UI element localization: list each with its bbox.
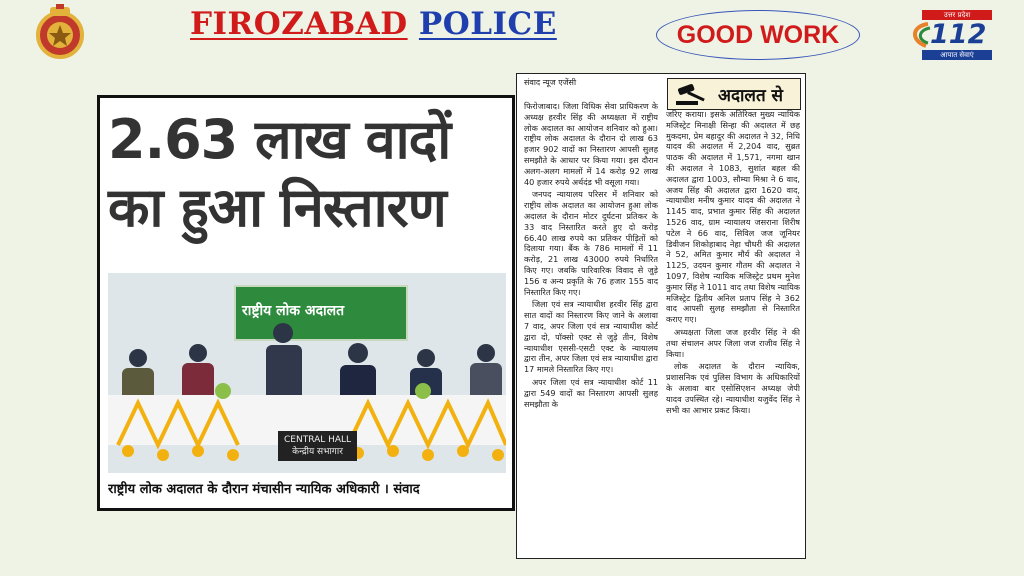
agency-byline: संवाद न्यूज एजेंसी: [524, 78, 577, 87]
central-hall-plaque: [278, 431, 357, 461]
article-paragraph: जिला एवं सत्र न्यायाधीश हरवीर सिंह द्वारा सात वादों का निस्तारण किए जाने के अलावा 7 वाद, अपर जिला एवं सत्र न्यायाधीश कोर्ट द्वारा दो, पॉक्सो एक्ट से जुड़े तीन, विशेष न्यायाधीश एससी-एसटी एक्ट के न्यायालय द्वारा तीन, अपर जिला एवं सत्र न्यायाधीश द्वारा 17 मामले निस्तारित किए गए।: [524, 299, 658, 375]
page-title: [190, 6, 557, 42]
good-work-badge: GOOD WORK: [656, 10, 860, 60]
article-paragraph: अपर जिला एवं सत्र न्यायाधीश कोर्ट 11 द्वारा 549 वादों का निस्तारण आपसी सुलह समझौता के: [524, 376, 658, 409]
clipping-headline: [108, 106, 508, 242]
event-photo: [108, 273, 506, 473]
logo-tagline: आपात सेवाएं: [922, 50, 992, 60]
article-columns: [524, 101, 800, 557]
photo-banner-text: राष्ट्रीय लोक अदालत: [242, 303, 345, 319]
title-word-firozabad: FIROZABAD: [190, 6, 408, 42]
article-paragraph: फिरोजाबाद। जिला विधिक सेवा प्राधिकरण के अध्यक्ष हरवीर सिंह की अध्यक्षता में राष्ट्रीय लोक अदालत का आयोजन शनिवार को हुआ। राष्ट्रीय लोक अदालत के दौरान दो लाख 63 हजार 902 वादों का निस्तारण आपसी सुलह समझौते के आधार पर किया गया। इस दौरान अलग-अलग मामलों में 14 करोड़ 92 लाख 40 हजार रुपये अर्थदंड भी वसूला गया।: [524, 101, 658, 187]
article-paragraph: जरिए कराया। इसके अतिरिक्त मुख्य न्यायिक मजिस्ट्रेट मिनाक्षी सिन्हा की अदालत में छह मुकदमा, प्रेम बहादुर की अदालत ने 32, निधि यादव की अदालत में 2,204 वाद, सुब्रत पाठक की अदालत में 1,571, नगमा खान की अदालत ने 1083, सुशांत बहल की अदालत द्वारा 1003, सौम्या मिश्रा ने 6 वाद, अजय सिंह की अदालत द्वारा 1620 वाद, न्यायाधीश मनीष कुमार यादव की अदालत ने 1145 वाद, प्रभात कुमार सिंह की अदालत 1526 वाद, ग्राम न्यायालय जसराना शिरीष पटेल ने 66 वाद, सिविल जज जूनियर डिवीजन शिकोहाबाद नेहा चौधरी की अदालत ने 52, अमित कुमार मौर्य की अदालत ने 1125, उदयन कुमार गौतम की अदालत ने 1097, विशेष न्यायिक मजिस्ट्रेट प्रथम मुनेश कुमार सिंह ने 1011 वाद तथा विशेष न्यायिक मजिस्ट्रेट द्वितीय अनिल प्रताप सिंह ने 362 वाद आपसी सुलह समझौता से निस्तारित कराए गए।: [666, 109, 800, 325]
headline-line-1: 2.63 लाख वादों: [108, 108, 451, 171]
tricolor-swoosh-icon: [908, 20, 932, 50]
article-paragraph: अध्यक्षता जिला जज हरवीर सिंह ने की तथा संचालन अपर जिला जज राजीव सिंह ने किया।: [666, 326, 800, 359]
article-column-1: [524, 101, 658, 557]
section-badge-text: अदालत से: [718, 86, 784, 106]
newspaper-clipping-article: [516, 73, 806, 559]
article-paragraph: जनपद न्यायालय परिसर में शनिवार को राष्ट्रीय लोक अदालत का आयोजन हुआ लोक अदालत के दौरान मोटर दुर्घटना प्रतिकर के 33 वाद निस्तारित करते हुए दो करोड़ 66.40 लाख रुपये का प्रतिकर पीड़ितों को दिलाया गया। बैंक के 786 मामलों में 11 करोड़, 21 लाख 43000 रुपये निर्धारित किए गए। जबकि पारिवारिक विवाद से जुड़े 156 व अन्य प्रकृति के 76 हजार 155 वाद निस्तारित किए गए।: [524, 189, 658, 297]
plaque-line-2: केन्द्रीय सभागार: [292, 447, 343, 457]
logo-state-label: उत्तर प्रदेश: [922, 10, 992, 20]
logo-number: 112: [930, 19, 987, 50]
headline-line-2: का हुआ निस्तारण: [108, 176, 446, 239]
article-column-2: [666, 101, 800, 557]
newspaper-clipping-headline: [97, 95, 515, 511]
plaque-line-1: CENTRAL HALL: [284, 435, 352, 445]
article-paragraph: लोक अदालत के दौरान न्यायिक, प्रशासनिक एवं पुलिस विभाग के अधिकारियों के अलावा बार एसोसिएशन अध्यक्ष जेपी यादव उपस्थित रहे। न्यायाधीश यजुवेंद सिंह ने सभी का आभार प्रकट किया।: [666, 361, 800, 415]
photo-caption: राष्ट्रीय लोक अदालत के दौरान मंचासीन न्यायिक अधिकारी । संवाद: [108, 482, 420, 497]
up-police-emblem: [32, 3, 88, 61]
title-word-police: POLICE: [418, 6, 557, 42]
up-112-logo: [908, 10, 992, 60]
